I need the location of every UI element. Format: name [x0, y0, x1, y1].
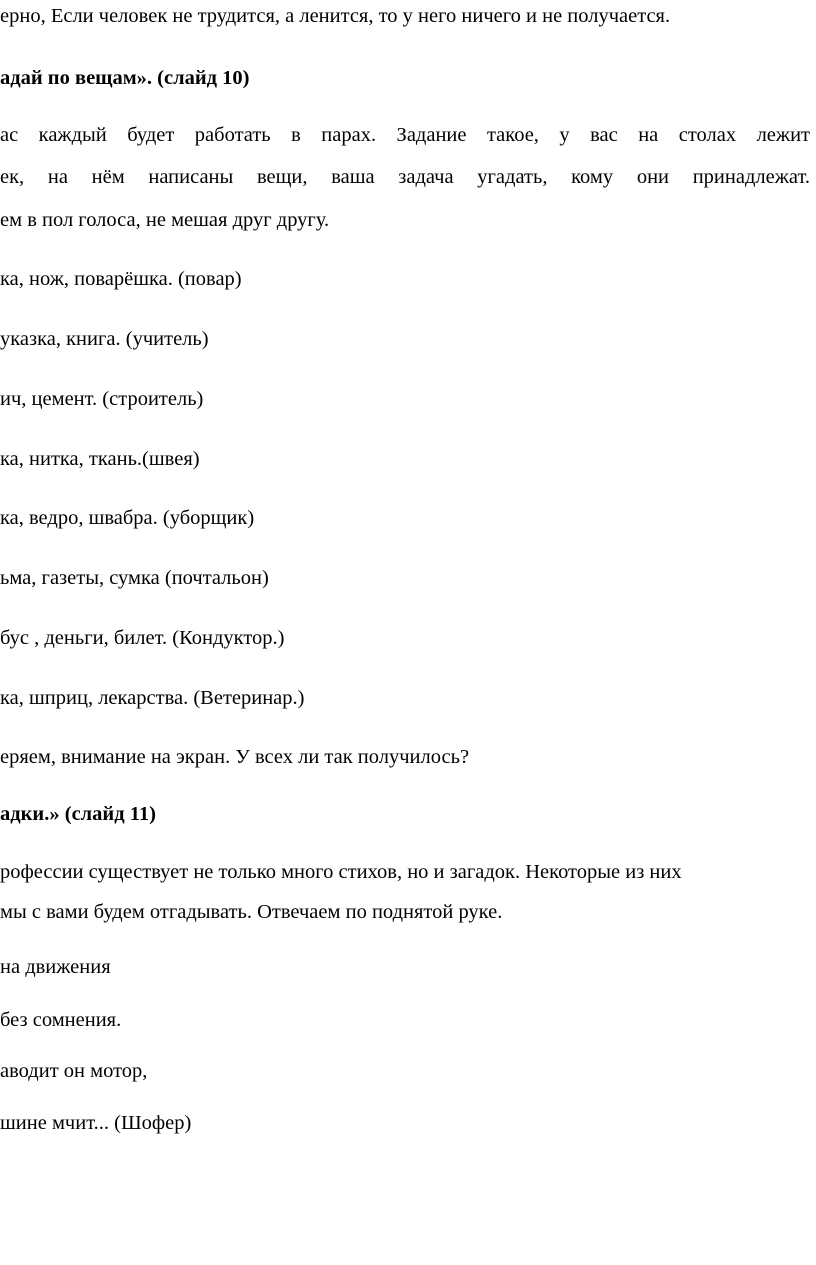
list-item: ич, цемент. (строитель): [0, 388, 204, 410]
section-heading-game: адай по вещам». (слайд 10): [0, 67, 250, 89]
list-item: указка, книга. (учитель): [0, 328, 209, 350]
intro-line: ерно, Если человек не трудится, а ленится, то у него ничего и не получается.: [0, 5, 671, 27]
list-item: бус , деньги, билет. (Кондуктор.): [0, 627, 285, 649]
list-item: ка, ведро, швабра. (уборщик): [0, 507, 255, 529]
list-item: ка, нож, поварёшка. (повар): [0, 268, 242, 290]
list-item: ка, нитка, ткань.(швея): [0, 448, 200, 470]
riddle-line: без сомнения.: [0, 1009, 122, 1031]
riddle-intro-line-2: мы с вами будем отгадывать. Отвечаем по поднятой руке.: [0, 901, 503, 923]
riddle-intro-line-1: рофессии существует не только много стихов, но и загадок. Некоторые из них: [0, 861, 682, 883]
check-line: еряем, внимание на экран. У всех ли так получилось?: [0, 746, 470, 768]
list-item: ка, шприц, лекарства. (Ветеринар.): [0, 687, 305, 709]
task-line-3: ем в пол голоса, не мешая друг другу.: [0, 209, 330, 231]
riddle-line: на движения: [0, 956, 111, 978]
section-heading-riddles: адки.» (слайд 11): [0, 803, 156, 825]
riddle-line: шине мчит... (Шофер): [0, 1112, 192, 1134]
riddle-line: аводит он мотор,: [0, 1060, 148, 1082]
list-item: ьма, газеты, сумка (почтальон): [0, 567, 269, 589]
task-line-1: ас каждый будет работать в парах. Задание такое, у вас на столах лежит: [0, 124, 810, 146]
task-line-2: ек, на нём написаны вещи, ваша задача угадать, кому они принадлежат.: [0, 166, 810, 188]
